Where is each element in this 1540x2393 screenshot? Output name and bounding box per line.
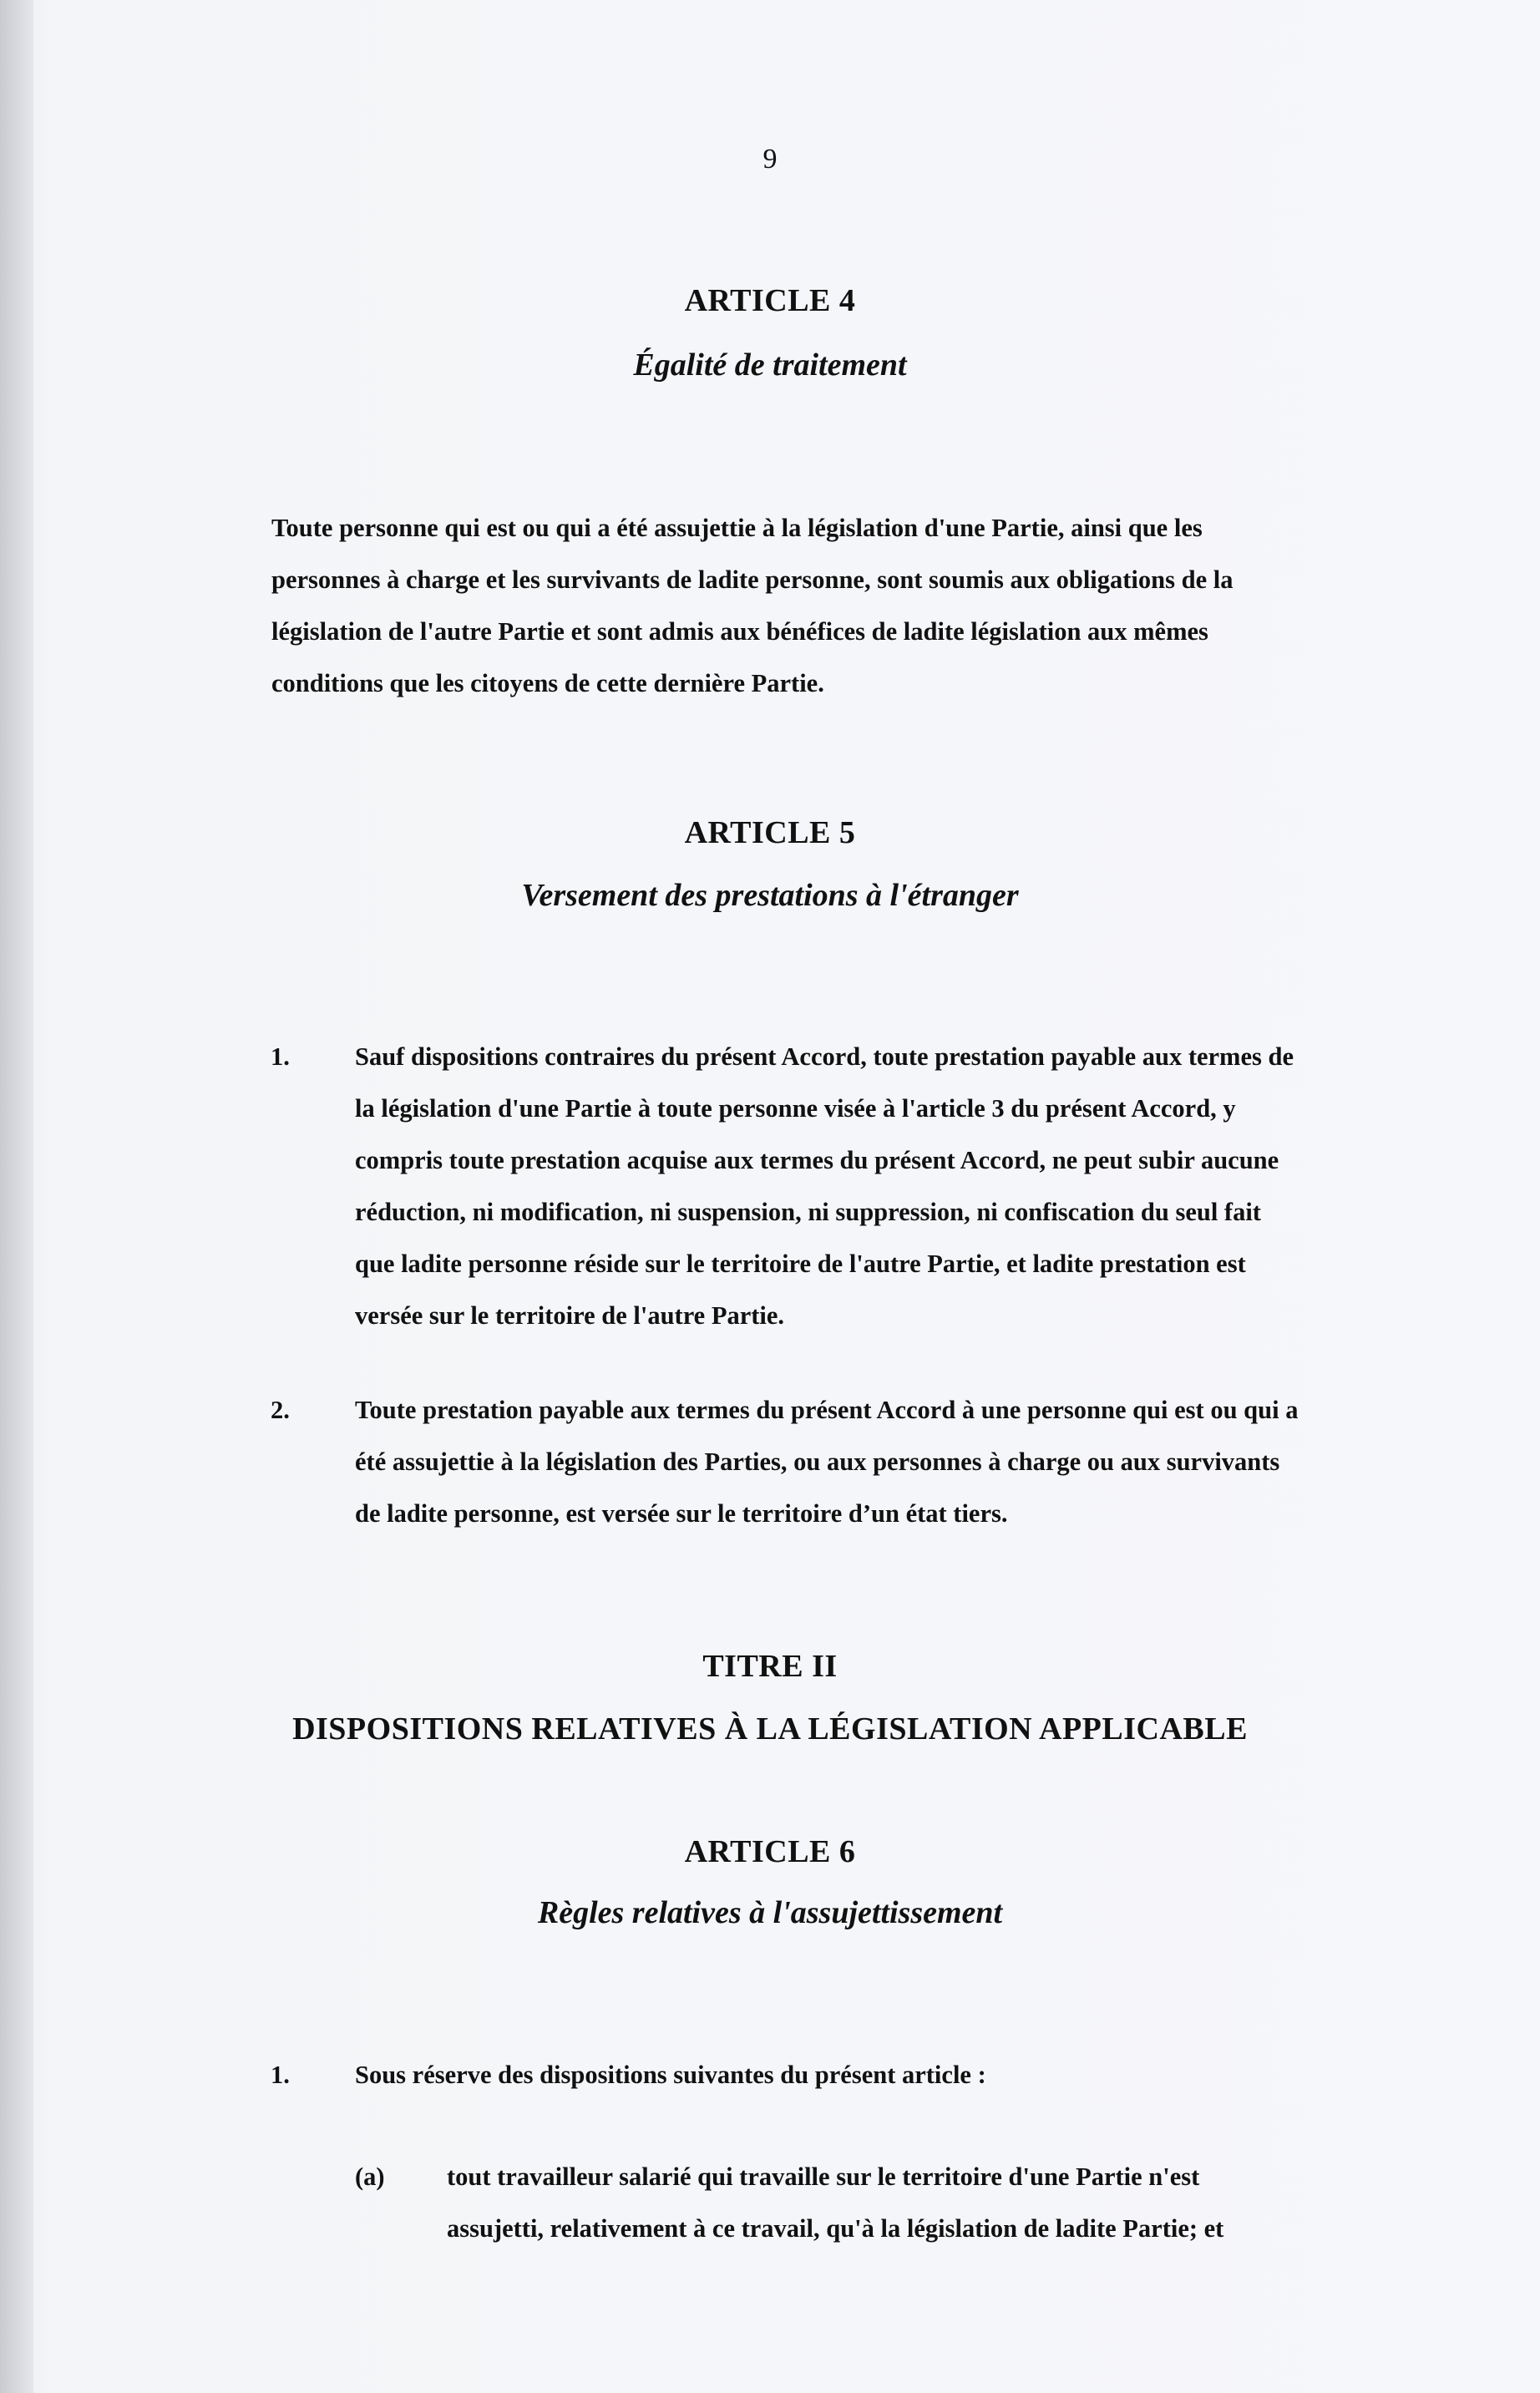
article-6-item-1-text: Sous réserve des dispositions suivantes du présent article : [355, 2061, 986, 2089]
article-6-sub-a-line-1: tout travailleur salarié qui travaille sur le territoire d'une Partie n'est [447, 2162, 1200, 2191]
article-6-sub-a-marker: (a) [355, 2162, 385, 2191]
title-2-subtitle: DISPOSITIONS RELATIVES À LA LÉGISLATION APPLICABLE [292, 1711, 1248, 1747]
article-4-heading: ARTICLE 4 [684, 283, 856, 318]
article-5-item-2-text: Toute prestation payable aux termes du présent Accord à une personne qui est ou qui a été assujettie à la législation des Parties, ou aux personnes à charge ou aux survivants de ladite personne, est versée sur le territoire d’un état tiers. [355, 1396, 1299, 1528]
article-5-title: Versement des prestations à l'étranger [521, 878, 1019, 913]
article-4-title: Égalité de traitement [633, 347, 907, 383]
article-6-item-1-number: 1. [271, 2061, 290, 2089]
article-6-sub-a-line-2: assujetti, relativement à ce travail, qu'à la législation de ladite Partie; et [447, 2214, 1224, 2243]
article-5-item-1-number: 1. [271, 1042, 290, 1071]
article-6-heading: ARTICLE 6 [684, 1834, 856, 1869]
article-5-item-1-text: Sauf dispositions contraires du présent Accord, toute prestation payable aux termes de la législation d'une Partie à toute personne visée à l'article 3 du présent Accord, y compris toute prestation acquise aux termes du présent Accord, ne peut subir aucune réduction, ni modification, ni suspension, ni suppression, ni confiscation du seul fait que ladite personne réside sur le territoire de l'autre Partie, et ladite prestation est versée sur le territoire de l'autre Partie. [355, 1042, 1294, 1330]
title-2-heading: TITRE II [702, 1649, 838, 1684]
article-4-paragraph: Toute personne qui est ou qui a été assujettie à la législation d'une Partie, ainsi que les personnes à charge et les survivants de ladite personne, sont soumis aux obligations de la législation de l'autre Partie et sont admis aux bénéfices de ladite législation aux mêmes conditions que les citoyens de cette dernière Partie. [271, 514, 1234, 697]
article-6-title: Règles relatives à l'assujettissement [537, 1895, 1003, 1930]
article-5-heading: ARTICLE 5 [684, 815, 856, 850]
article-5-item-2-number: 2. [271, 1396, 290, 1424]
page-number: 9 [762, 144, 778, 175]
